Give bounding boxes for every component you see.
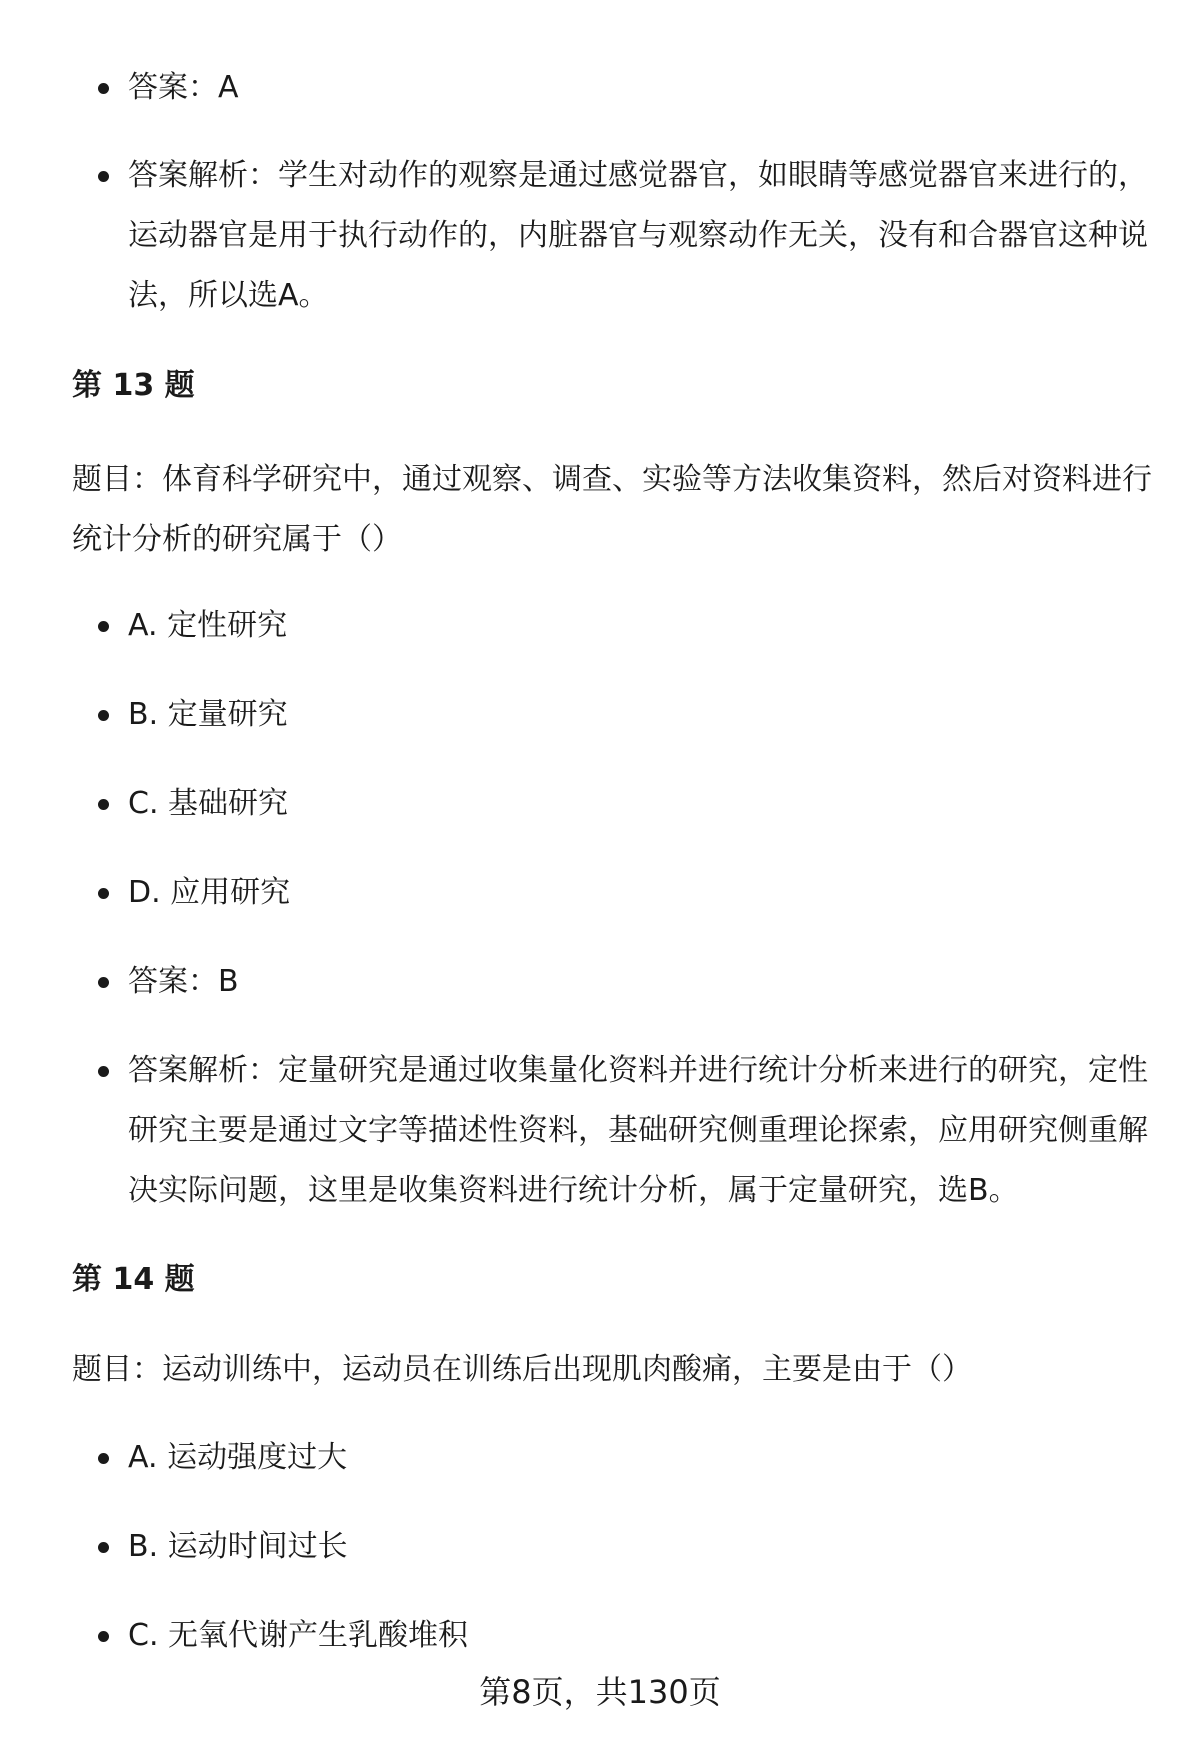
q12-explanation-list (72, 146, 1152, 326)
q13-heading: 第 13 题 (72, 368, 195, 403)
q14-option-a: A. 运动强度过大 (72, 1428, 1152, 1488)
q14-option-b: B. 运动时间过长 (72, 1517, 1152, 1577)
q13-answer: 答案：B (72, 952, 1152, 1012)
q14-heading: 第 14 题 (72, 1262, 195, 1297)
q12-answer: 答案：A (72, 58, 1152, 118)
page-number-footer: 第8页，共130页 (479, 1673, 721, 1711)
q14-option-c: C. 无氧代谢产生乳酸堆积 (72, 1606, 1152, 1666)
q13-option-b: B. 定量研究 (72, 685, 1152, 745)
q12-answer-list (72, 58, 1152, 118)
q13-question: 题目：体育科学研究中，通过观察、调查、实验等方法收集资料，然后对资料进行统计分析的研究属于（） (72, 462, 1152, 557)
q12-explanation: 答案解析：学生对动作的观察是通过感觉器官，如眼睛等感觉器官来进行的，运动器官是用于执行动作的，内脏器官与观察动作无关，没有和合器官这种说法，所以选A。 (72, 146, 1152, 326)
q14-options (72, 1428, 1152, 1666)
q13-option-c: C. 基础研究 (72, 774, 1152, 834)
q13-options (72, 596, 1152, 1221)
q13-option-a: A. 定性研究 (72, 596, 1152, 656)
q14-question: 题目：运动训练中，运动员在训练后出现肌肉酸痛，主要是由于（） (72, 1352, 972, 1387)
q13-explanation: 答案解析：定量研究是通过收集量化资料并进行统计分析来进行的研究，定性研究主要是通过文字等描述性资料，基础研究侧重理论探索，应用研究侧重解决实际问题，这里是收集资料进行统计分析，属于定量研究，选B。 (72, 1041, 1152, 1221)
q13-option-d: D. 应用研究 (72, 863, 1152, 923)
